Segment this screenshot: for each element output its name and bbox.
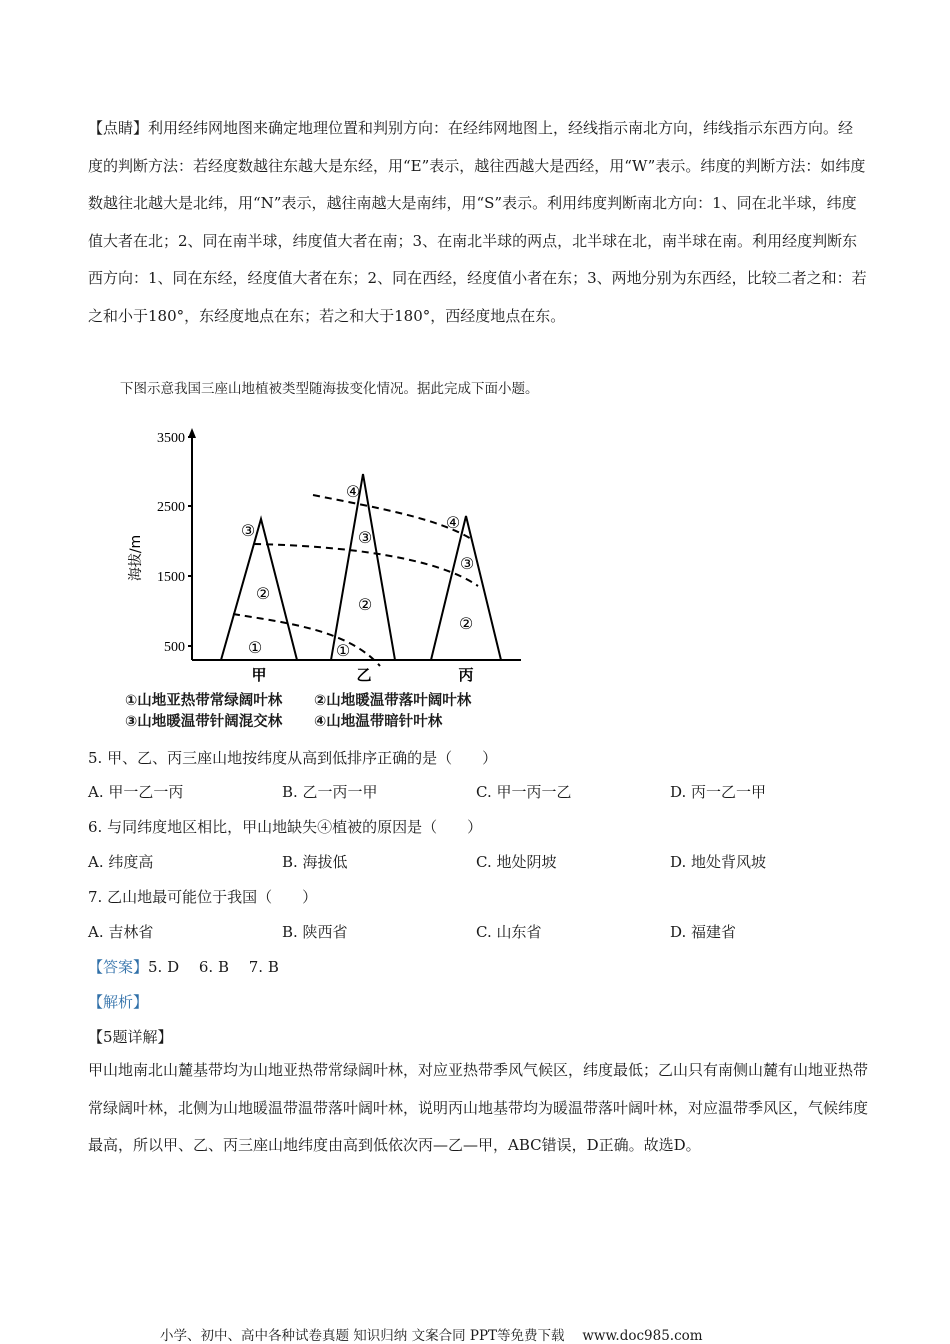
mountain-bing xyxy=(431,516,501,660)
mountain-name: 乙 xyxy=(356,666,372,684)
detail-paragraph: 甲山地南北山麓基带均为山地亚热带常绿阔叶林，对应亚热带季风气候区，纬度最低；乙山只有南侧山麓有山地亚热带常绿阔叶林，北侧为山地暖温带温带落叶阔叶林，说明丙山地基带均为暖温带落叶阔叶林，对应温带季风区，气候纬度最高，所以甲、乙、丙三座山地纬度由高到低依次丙—乙—甲，ABC错误，D正确。故选D。 xyxy=(88,1061,869,1154)
ytick-label: 3500 xyxy=(157,431,185,446)
zone-label: ③ xyxy=(357,528,373,547)
detail-label: 【5题详解】 xyxy=(88,1028,173,1046)
zone-label: ② xyxy=(255,584,271,603)
legend-item: ②山地暖温带落叶阔叶林 xyxy=(314,693,472,709)
ytick-label: 500 xyxy=(164,640,185,655)
option: A. 纬度高 xyxy=(88,853,154,871)
ytick-label: 1500 xyxy=(157,570,185,585)
zone-label: ③ xyxy=(459,554,475,573)
figure-intro: 下图示意我国三座山地植被类型随海拔变化情况。据此完成下面小题。 xyxy=(120,381,539,397)
zone-label: ② xyxy=(357,595,373,614)
legend-item: ①山地亚热带常绿阔叶林 xyxy=(125,693,283,709)
option: C. 甲一丙一乙 xyxy=(476,783,572,801)
answer-label: 【答案】 xyxy=(88,958,149,976)
zone-label: ③ xyxy=(240,521,256,540)
mountain-name: 丙 xyxy=(458,666,474,684)
tip-text: 利用经纬网地图来确定地理位置和判别方向：在经纬网地图上，经线指示南北方向，纬线指示东西方向。经度的判断方法：若经度数越往东越大是东经，用“E”表示，越往西越大是西经，用“W”表示。纬度的判断方法：如纬度数越往北越大是北纬，用“N”表示，越往南越大是南纬，用“S”表示。利用纬度判断南北方向：1、同在北半球，纬度值大者在北；2、同在南半球，纬度值大者在南；3、在南北半球的两点，北半球在北，南半球在南。利用经度判断东西方向：1、同在东经，经度值大者在东；2、同在西经，经度值小者在东；3、两地分别为东西经，比较二者之和：若之和小于180°，东经度地点在东；若之和大于180°，西经度地点在东。 xyxy=(88,119,867,325)
mountain-name: 甲 xyxy=(251,666,267,684)
option: B. 乙一丙一甲 xyxy=(282,783,378,801)
zone-label: ④ xyxy=(445,513,461,532)
option: B. 陕西省 xyxy=(282,923,348,941)
option: D. 福建省 xyxy=(670,923,737,941)
option: B. 海拔低 xyxy=(282,853,348,871)
answer-line xyxy=(88,956,279,977)
zone-label: ① xyxy=(335,641,351,660)
tip-paragraph xyxy=(88,110,868,335)
ytick-label: 2500 xyxy=(157,500,185,515)
question-7-stem: 7. 乙山地最可能位于我国（ ） xyxy=(88,888,318,906)
question-6-stem: 6. 与同纬度地区相比，甲山地缺失④植被的原因是（ ） xyxy=(88,818,483,836)
zone-label: ② xyxy=(458,614,474,633)
option: A. 甲一乙一丙 xyxy=(88,783,184,801)
boundary-2-3 xyxy=(254,544,478,586)
legend-item: ④山地温带暗针叶林 xyxy=(314,714,443,730)
option: C. 山东省 xyxy=(476,923,542,941)
analysis-label: 【解析】 xyxy=(88,993,149,1011)
option: A. 吉林省 xyxy=(88,923,154,941)
mountain-yi xyxy=(331,474,395,660)
zone-label: ① xyxy=(247,638,263,657)
answer-text: 5. D 6. B 7. B xyxy=(148,958,279,976)
legend-item: ③山地暖温带针阔混交林 xyxy=(125,714,283,730)
y-axis-label: 海拔/m xyxy=(128,534,144,582)
question-5-stem: 5. 甲、乙、丙三座山地按纬度从高到低排序正确的是（ ） xyxy=(88,749,498,767)
tip-label: 【点睛】 xyxy=(88,119,149,137)
option: D. 丙一乙一甲 xyxy=(670,783,767,801)
zone-label: ④ xyxy=(345,482,361,501)
option: C. 地处阴坡 xyxy=(476,853,557,871)
option: D. 地处背风坡 xyxy=(670,853,767,871)
page-footer: 小学、初中、高中各种试卷真题 知识归纳 文案合同 PPT等免费下载 www.doc985.com xyxy=(160,1328,703,1344)
